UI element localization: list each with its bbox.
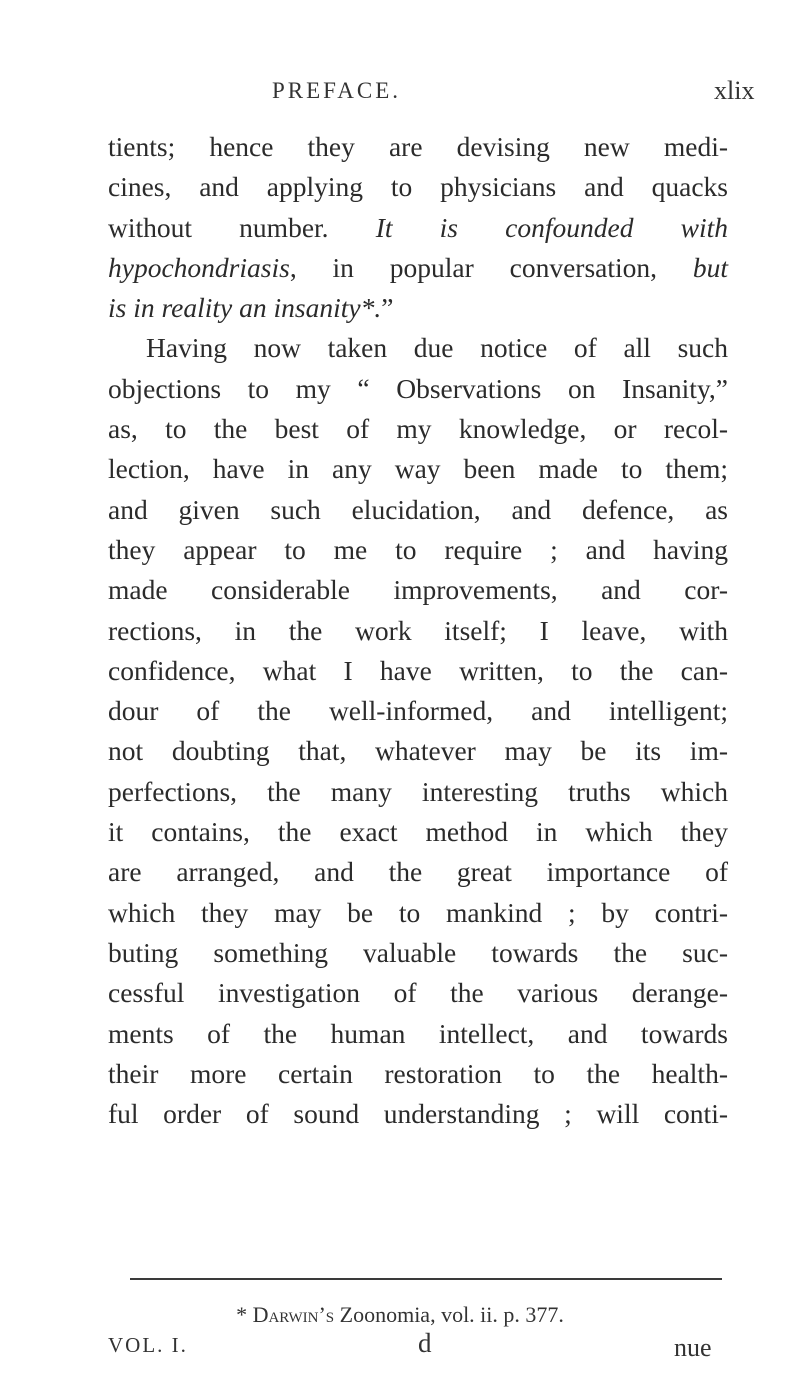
- text-line: [108, 852, 728, 892]
- italic-text: It is confounded with: [375, 211, 728, 243]
- text-segment: they appear to me to require ; and having: [108, 533, 728, 565]
- footnote-author: Darwin’s: [252, 1302, 335, 1327]
- text-line: [108, 288, 728, 328]
- text-line: [108, 570, 728, 610]
- footnote-citation: Zoonomia, vol. ii. p. 377.: [339, 1302, 564, 1327]
- text-segment: Having now taken due notice of all such: [146, 332, 728, 364]
- text-line: [108, 409, 728, 449]
- text-line: [108, 248, 728, 288]
- text-segment: ful order of sound understanding ; will conti-: [108, 1098, 728, 1130]
- body-text: [108, 127, 728, 1134]
- text-segment: ”: [381, 292, 394, 324]
- text-line: [108, 449, 728, 489]
- text-line: [108, 1094, 728, 1134]
- text-segment: and given such elucidation, and defence, as: [108, 493, 728, 525]
- text-line: [108, 490, 728, 530]
- italic-text: but: [692, 251, 728, 283]
- text-segment: dour of the well-informed, and intelligent;: [108, 695, 728, 727]
- text-line: [108, 328, 728, 368]
- text-line: [108, 772, 728, 812]
- text-segment: buting something valuable towards the suc-: [108, 936, 728, 968]
- text-segment: objections to my “ Observations on Insanity,”: [108, 372, 728, 404]
- text-segment: cines, and applying to physicians and quacks: [108, 171, 728, 203]
- text-segment: are arranged, and the great importance of: [108, 856, 728, 888]
- footnote-marker: *: [236, 1302, 248, 1327]
- text-segment: lection, have in any way been made to them;: [108, 453, 728, 485]
- text-segment: , in popular conversation,: [289, 251, 693, 283]
- text-line: [108, 731, 728, 771]
- text-line: [108, 167, 728, 207]
- italic-text: is in reality an insanity*.: [108, 292, 382, 324]
- text-segment: their more certain restoration to the health-: [108, 1057, 728, 1089]
- text-segment: perfections, the many interesting truths which: [108, 775, 728, 807]
- volume-signature: VOL. I.: [108, 1333, 188, 1357]
- text-segment: made considerable improvements, and cor-: [108, 574, 728, 606]
- italic-text: hypochondriasis: [108, 251, 290, 283]
- footnote: [0, 1302, 800, 1328]
- text-line: [108, 1014, 728, 1054]
- page-number: xlix: [714, 76, 755, 105]
- running-title: PREFACE.: [272, 78, 402, 103]
- text-line: [108, 369, 728, 409]
- text-segment: rections, in the work itself; I leave, with: [108, 614, 728, 646]
- text-line: [108, 893, 728, 933]
- running-head: [0, 78, 800, 118]
- text-line: [108, 691, 728, 731]
- text-segment: not doubting that, whatever may be its im-: [108, 735, 728, 767]
- text-segment: it contains, the exact method in which they: [108, 816, 728, 848]
- text-segment: without number.: [108, 211, 376, 243]
- text-segment: cessful investigation of the various derange-: [108, 977, 728, 1009]
- text-segment: as, to the best of my knowledge, or recol-: [108, 413, 728, 445]
- text-segment: which they may be to mankind ; by contri-: [108, 896, 728, 928]
- text-line: [108, 651, 728, 691]
- text-segment: tients; hence they are devising new medi-: [108, 131, 728, 162]
- text-segment: confidence, what I have written, to the can-: [108, 654, 728, 686]
- catchword: nue: [674, 1333, 712, 1362]
- signature-mark: d: [418, 1328, 432, 1358]
- text-line: [108, 973, 728, 1013]
- text-line: [108, 611, 728, 651]
- text-line: [108, 1054, 728, 1094]
- footnote-rule: [130, 1278, 722, 1280]
- text-line: [108, 208, 728, 248]
- text-segment: ments of the human intellect, and towards: [108, 1017, 728, 1049]
- text-line: [108, 933, 728, 973]
- text-line: [108, 127, 728, 167]
- text-line: [108, 530, 728, 570]
- text-line: [108, 812, 728, 852]
